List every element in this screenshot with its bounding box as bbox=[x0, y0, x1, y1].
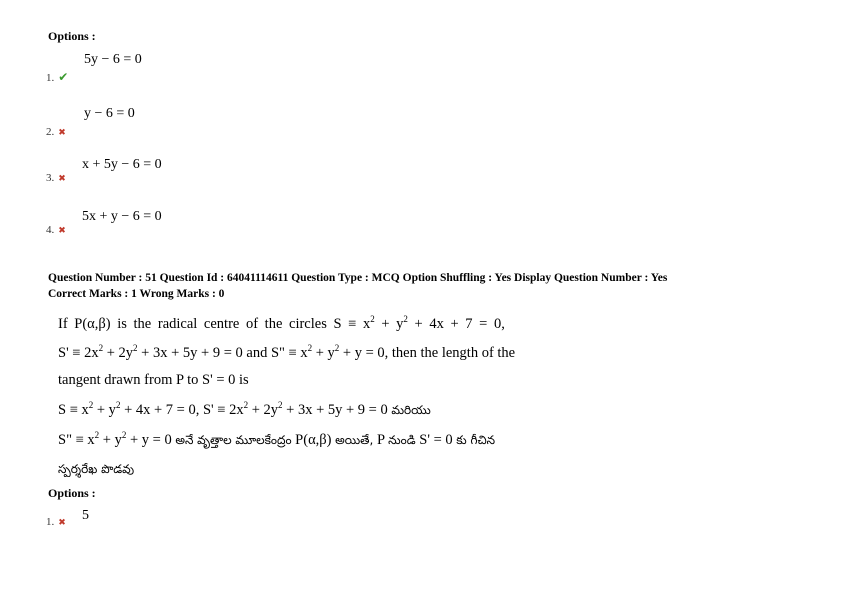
question-text-line-2 bbox=[58, 345, 515, 362]
telugu-text-line-2 bbox=[58, 432, 495, 450]
superscript: 2 bbox=[94, 430, 100, 440]
option-2-expression: y − 6 = 0 bbox=[84, 106, 135, 121]
option-1-expression: 5y − 6 = 0 bbox=[84, 52, 142, 67]
wrong-cross-icon: ✖ bbox=[58, 127, 66, 137]
option-3-number: 3. bbox=[46, 172, 55, 184]
question-marks-line: Correct Marks : 1 Wrong Marks : 0 bbox=[48, 288, 225, 300]
option-3 bbox=[46, 168, 66, 186]
superscript: 2 bbox=[307, 343, 313, 353]
telugu-math-part: S" ≡ x bbox=[58, 432, 95, 448]
superscript: 2 bbox=[334, 343, 340, 353]
option-1-expression: 5 bbox=[82, 508, 89, 523]
option-3-expression: x + 5y − 6 = 0 bbox=[82, 157, 162, 172]
option-2 bbox=[46, 122, 66, 140]
question-text-part: + 4x + 7 = 0, bbox=[407, 316, 505, 332]
option-1 bbox=[46, 512, 66, 530]
superscript: 2 bbox=[243, 400, 249, 410]
question-text-part: + y = 0, then the length of the bbox=[339, 345, 516, 361]
option-1-number: 1. bbox=[46, 72, 55, 84]
telugu-word: కు గీచిన bbox=[456, 433, 496, 447]
options-heading: Options : bbox=[48, 486, 96, 500]
superscript: 2 bbox=[115, 400, 121, 410]
superscript: 2 bbox=[278, 400, 283, 410]
question-text-part: + y bbox=[374, 316, 404, 332]
wrong-cross-icon: ✖ bbox=[58, 173, 66, 183]
question-text-part: + y bbox=[312, 345, 335, 361]
telugu-math-part: S' = 0 bbox=[419, 432, 453, 448]
telugu-math-part: + y bbox=[99, 432, 122, 448]
option-2-number: 2. bbox=[46, 126, 55, 138]
telugu-math-part: S ≡ x bbox=[58, 402, 89, 418]
superscript: 2 bbox=[88, 400, 94, 410]
telugu-math-part: P bbox=[376, 432, 385, 448]
superscript: 2 bbox=[370, 314, 375, 324]
option-1-number: 1. bbox=[46, 516, 55, 528]
question-text-line-3: tangent drawn from P to S' = 0 is bbox=[58, 372, 249, 388]
telugu-word: నుండి bbox=[388, 433, 416, 447]
option-4 bbox=[46, 220, 66, 238]
question-text-part: + 2y bbox=[103, 345, 134, 361]
telugu-word: అనే వృత్తాల మూలకేంద్రం bbox=[175, 433, 292, 447]
wrong-cross-icon: ✖ bbox=[58, 517, 66, 527]
superscript: 2 bbox=[133, 343, 138, 353]
telugu-text-line-3: స్పర్శరేఖ పొడవు bbox=[58, 462, 135, 476]
telugu-word: మరియు bbox=[391, 403, 431, 417]
question-meta-line: Question Number : 51 Question Id : 64041114611 Question Type : MCQ Option Shuffling : Yes Display Question Number : Yes bbox=[48, 272, 668, 284]
question-text-part: If P(α,β) is the radical centre of the circles S ≡ x bbox=[58, 316, 371, 332]
option-1 bbox=[46, 68, 68, 86]
telugu-word: అయితే, bbox=[335, 433, 374, 447]
telugu-math-part: + y bbox=[93, 402, 116, 418]
telugu-math-part: + 2y bbox=[248, 402, 279, 418]
superscript: 2 bbox=[98, 343, 104, 353]
question-text-part: + 3x + 5y + 9 = 0 and S" ≡ x bbox=[137, 345, 308, 361]
telugu-math-part: + y = 0 bbox=[126, 432, 172, 448]
telugu-text-line-1 bbox=[58, 402, 431, 420]
question-text-part: S' ≡ 2x bbox=[58, 345, 99, 361]
option-4-number: 4. bbox=[46, 224, 55, 236]
options-heading: Options : bbox=[48, 29, 96, 43]
telugu-math-part: + 4x + 7 = 0, S' ≡ 2x bbox=[120, 402, 244, 418]
telugu-math-part: P(α,β) bbox=[295, 432, 332, 448]
superscript: 2 bbox=[403, 314, 408, 324]
wrong-cross-icon: ✖ bbox=[58, 225, 66, 235]
question-text-line-1 bbox=[58, 316, 505, 333]
telugu-math-part: + 3x + 5y + 9 = 0 bbox=[282, 402, 388, 418]
correct-check-icon: ✔ bbox=[58, 70, 69, 84]
option-4-expression: 5x + y − 6 = 0 bbox=[82, 209, 162, 224]
superscript: 2 bbox=[121, 430, 127, 440]
